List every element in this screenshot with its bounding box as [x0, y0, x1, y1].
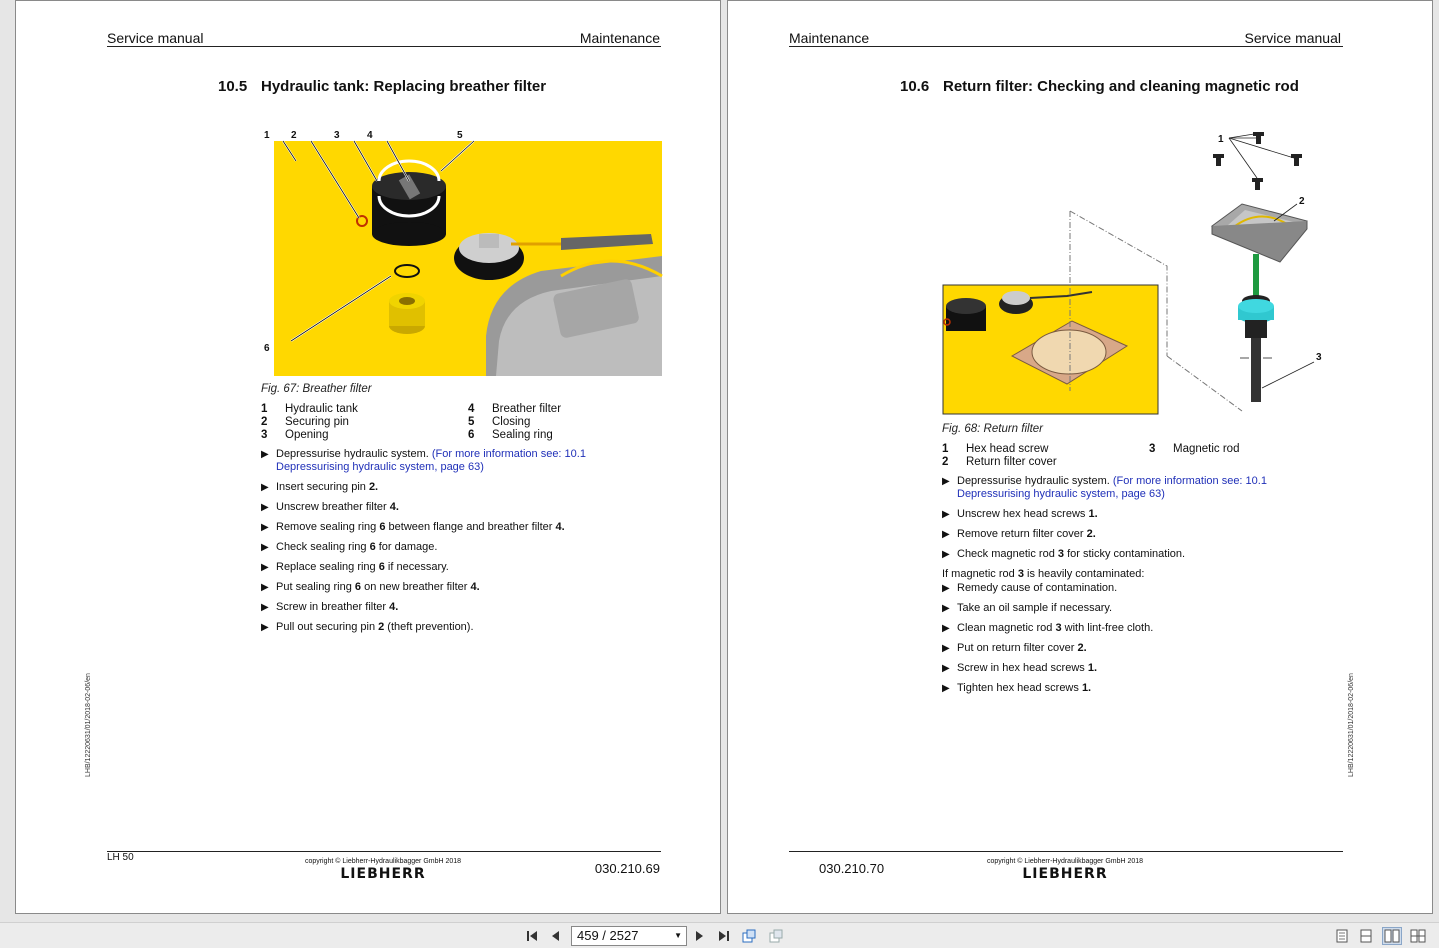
step-item: ▶ Check magnetic rod 3 for sticky contamination.: [942, 548, 1186, 560]
figure-caption: Fig. 68: Return filter: [942, 423, 1043, 435]
step-arrow-icon: ▶: [261, 542, 269, 553]
document-page-left: [15, 0, 721, 914]
legend-number: 2: [261, 416, 268, 428]
legend-label: Breather filter: [492, 403, 562, 415]
footer-copyright: copyright © Liebherr-Hydraulikbagger GmbH 2018: [986, 858, 1144, 865]
section-title: [900, 78, 1299, 95]
step-arrow-icon: ▶: [261, 522, 269, 533]
return-filter-figure: [942, 126, 1342, 418]
step-arrow-icon: ▶: [261, 502, 269, 513]
callout-1: 1: [1218, 134, 1224, 145]
step-arrow-icon: ▶: [942, 549, 950, 560]
step-arrow-icon: ▶: [942, 509, 950, 520]
footer-rule: [107, 851, 661, 852]
step-arrow-icon: ▶: [942, 623, 950, 634]
step-arrow-icon: ▶: [942, 583, 950, 594]
legend-label: Closing: [492, 416, 531, 428]
legend-number: 5: [468, 416, 475, 428]
header-left: Service manual: [107, 30, 204, 46]
footer-page-number: 030.210.70: [819, 861, 885, 876]
step-item: ▶ Pull out securing pin 2 (theft prevention).: [261, 621, 474, 633]
legend-label: Sealing ring: [492, 429, 553, 441]
callout-2: 2: [291, 130, 297, 141]
step-item: ▶ Tighten hex head screws 1.: [942, 682, 1092, 694]
two-page-icon[interactable]: [1382, 927, 1402, 945]
step-item: ▶ Take an oil sample if necessary.: [942, 602, 1113, 614]
legend-number: 3: [261, 429, 268, 441]
legend-row: [942, 456, 1356, 469]
step-item: ▶ Put sealing ring 6 on new breather filter 4.: [261, 581, 480, 593]
breather-filter-figure: [261, 126, 666, 378]
section-title-text: Return filter: Checking and cleaning magnetic rod: [943, 78, 1299, 95]
step-arrow-icon: ▶: [942, 683, 950, 694]
figure-legend: [942, 443, 1356, 469]
footer-page-number: 030.210.69: [594, 861, 660, 876]
first-page-icon[interactable]: [524, 928, 540, 944]
footer-rule: [789, 851, 1343, 852]
step-item: ▶ Screw in breather filter 4.: [261, 601, 399, 613]
liebherr-logo: LIEBHERR: [1022, 866, 1108, 882]
step-arrow-icon: ▶: [942, 529, 950, 540]
legend-label: Opening: [285, 429, 329, 441]
legend-number: 6: [468, 429, 475, 441]
legend-label: Magnetic rod: [1173, 443, 1240, 455]
legend-label: Return filter cover: [966, 456, 1057, 468]
header-right: Service manual: [1244, 30, 1341, 46]
next-page-icon[interactable]: [691, 928, 707, 944]
page-number-field[interactable]: [571, 926, 687, 946]
step-item: ▶ Remove return filter cover 2.: [942, 528, 1096, 540]
cross-reference-link[interactable]: (For more information see: 10.1 Depressurising hydraulic system, page 63): [957, 475, 1267, 500]
figure-legend: [261, 403, 675, 442]
liebherr-logo: LIEBHERR: [340, 866, 426, 882]
step-arrow-icon: ▶: [261, 622, 269, 633]
legend-row: [261, 403, 675, 416]
header-rule: [107, 46, 661, 47]
callout-6: 6: [264, 343, 270, 354]
continuous-icon[interactable]: [1358, 928, 1374, 944]
legend-label: Securing pin: [285, 416, 349, 428]
callout-4: 4: [367, 130, 373, 141]
step-item: ▶ Depressurise hydraulic system. (For more information see: 10.1 Depressurising hydraulic system, page 63): [261, 448, 586, 473]
legend-row: [261, 416, 675, 429]
step-item: ▶ Remedy cause of contamination.: [942, 582, 1118, 594]
figure-caption: Fig. 67: Breather filter: [261, 383, 372, 395]
callout-3: 3: [1316, 352, 1322, 363]
step-arrow-icon: ▶: [261, 582, 269, 593]
step-item: ▶ Screw in hex head screws 1.: [942, 662, 1098, 674]
step-arrow-icon: ▶: [942, 476, 950, 487]
prev-page-icon[interactable]: [548, 928, 564, 944]
section-title: [218, 78, 546, 95]
single-page-icon[interactable]: [1334, 928, 1350, 944]
callout-1: 1: [264, 130, 270, 141]
step-item: ▶ Remove sealing ring 6 between flange and breather filter 4.: [261, 521, 565, 533]
legend-row: [261, 429, 675, 442]
step-arrow-icon: ▶: [942, 663, 950, 674]
condition-text: If magnetic rod 3 is heavily contaminated:: [942, 568, 1145, 580]
forward-icon[interactable]: [768, 928, 784, 944]
legend-number: 1: [261, 403, 268, 415]
legend-number: 4: [468, 403, 475, 415]
page-indicator: 459 / 2527: [577, 928, 639, 943]
step-item: ▶ Unscrew breather filter 4.: [261, 501, 399, 513]
header-rule: [789, 46, 1343, 47]
legend-label: Hydraulic tank: [285, 403, 358, 415]
step-item: ▶ Insert securing pin 2.: [261, 481, 379, 493]
document-id-vertical: LHB/12220631/01/2018-02-06/en: [1348, 673, 1355, 777]
legend-row: [942, 443, 1356, 456]
header-right: Maintenance: [579, 30, 660, 46]
step-arrow-icon: ▶: [942, 603, 950, 614]
document-page-right: [727, 0, 1433, 914]
cross-reference-link[interactable]: (For more information see: 10.1 Depressurising hydraulic system, page 63): [276, 448, 586, 473]
footer-model: LH 50: [107, 852, 134, 863]
two-page-continuous-icon[interactable]: [1410, 928, 1426, 944]
step-arrow-icon: ▶: [261, 562, 269, 573]
callout-5: 5: [457, 130, 463, 141]
step-item: ▶ Depressurise hydraulic system. (For more information see: 10.1 Depressurising hydraulic system, page 63): [942, 475, 1267, 500]
step-item: ▶ Unscrew hex head screws 1.: [942, 508, 1098, 520]
legend-number: 2: [942, 456, 949, 468]
instruction-steps: [942, 475, 1342, 702]
step-arrow-icon: ▶: [261, 602, 269, 613]
chevron-down-icon[interactable]: ▼: [674, 931, 682, 940]
section-number: 10.6: [900, 78, 930, 95]
legend-number: 1: [942, 443, 949, 455]
callout-2: 2: [1299, 196, 1305, 207]
footer-copyright: copyright © Liebherr-Hydraulikbagger GmbH 2018: [304, 858, 462, 865]
section-number: 10.5: [218, 78, 248, 95]
step-arrow-icon: ▶: [261, 449, 269, 460]
viewer-toolbar: [0, 922, 1439, 948]
step-item: ▶ Replace sealing ring 6 if necessary.: [261, 561, 449, 573]
step-item: ▶ Put on return filter cover 2.: [942, 642, 1087, 654]
legend-label: Hex head screw: [966, 443, 1049, 455]
legend-number: 3: [1149, 443, 1156, 455]
section-title-text: Hydraulic tank: Replacing breather filter: [261, 78, 547, 95]
document-id-vertical: LHB/12220631/01/2018-02-06/en: [85, 673, 92, 777]
step-item: ▶ Check sealing ring 6 for damage.: [261, 541, 438, 553]
step-arrow-icon: ▶: [261, 482, 269, 493]
header-left: Maintenance: [789, 30, 870, 46]
step-item: ▶ Clean magnetic rod 3 with lint-free cloth.: [942, 622, 1154, 634]
step-arrow-icon: ▶: [942, 643, 950, 654]
last-page-icon[interactable]: [716, 928, 732, 944]
callout-3: 3: [334, 130, 340, 141]
back-icon[interactable]: [741, 928, 757, 944]
instruction-steps: [261, 448, 661, 641]
